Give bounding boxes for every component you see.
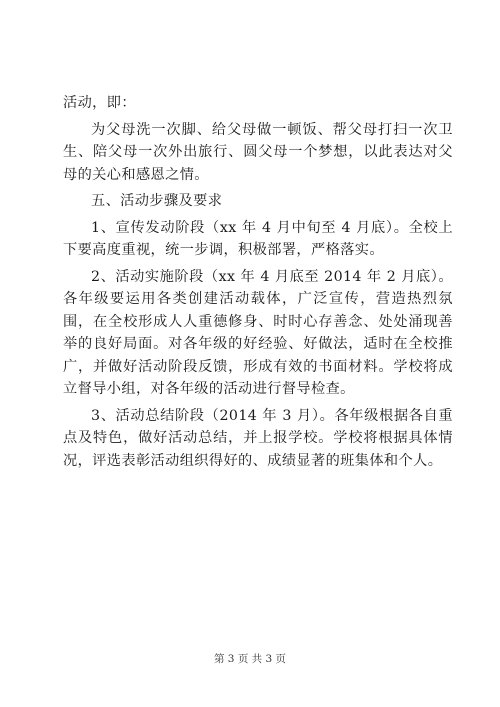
paragraph-step-1: 1、宣传发动阶段（xx 年 4 月中旬至 4 月底）。全校上下要高度重视，统一步调，积极部署，严格落实。	[63, 219, 453, 258]
page-footer	[0, 652, 500, 666]
paragraph-intro: 活动，即：	[63, 95, 136, 111]
section-heading-steps: 五、活动步骤及要求	[91, 193, 223, 209]
document-body	[63, 92, 453, 472]
paragraph-activities-list: 为父母洗一次脚、给父母做一顿饭、帮父母打扫一次卫生、陪父母一次外出旅行、圆父母一个梦想，以此表达对父母的关心和感恩之情。	[63, 121, 453, 183]
paragraph-step-3: 3、活动总结阶段（2014 年 3 月）。各年级根据各自重点及特色，做好活动总结，并上报学校。学校将根据具体情况，评选表彰活动组织得好的、成绩显著的班集体和个人。	[63, 407, 453, 469]
paragraph-step-2: 2、活动实施阶段（xx 年 4 月底至 2014 年 2 月底）。各年级要运用各类创建活动载体，广泛宣传，营造热烈氛围，在全校形成人人重德修身、时时心存善念、处处涌现善举的良好局面。对各年级的好经验、好做法，适时在全校推广，并做好活动阶段反馈，形成有效的书面材料。学校将成立督导小组，对各年级的活动进行督导检查。	[63, 268, 453, 397]
page-number-label: 第 3 页 共 3 页	[213, 653, 287, 665]
